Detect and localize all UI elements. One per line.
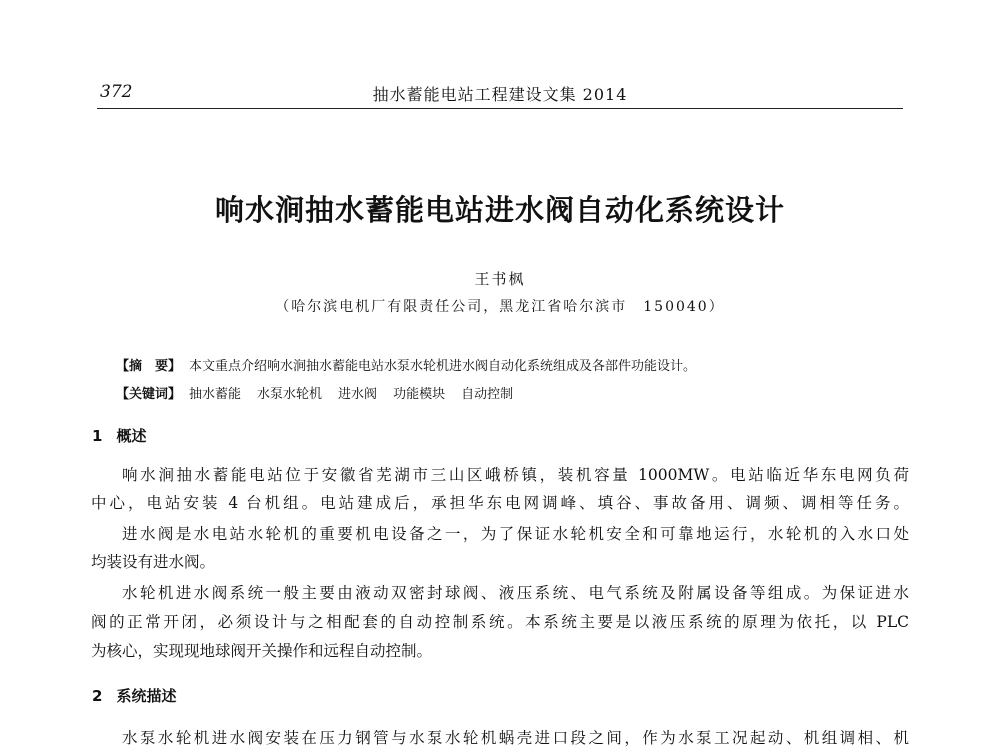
section-number: 1: [92, 427, 103, 445]
section-heading-2: [92, 685, 176, 706]
affiliation: （哈尔滨电机厂有限责任公司，黑龙江省哈尔滨市 150040）: [275, 299, 725, 315]
body-line: 进水阀是水电站水轮机的重要机电设备之一，为了保证水轮机安全和可靠地运行，水轮机的入水口处: [122, 525, 909, 543]
keyword: 水泵水轮机: [257, 387, 323, 402]
abstract-text: 本文重点介绍响水涧抽水蓄能电站水泵水轮机进水阀自动化系统组成及各部件功能设计。: [189, 359, 697, 374]
body-line: 中心，电站安装 4 台机组。电站建成后，承担华东电网调峰、填谷、事故备用、调频、调相等任务。: [91, 494, 909, 512]
header-rule: [97, 108, 903, 109]
keyword: 自动控制: [461, 387, 514, 402]
section-title: 系统描述: [116, 687, 177, 705]
section-title: 概述: [116, 427, 147, 445]
keyword: 抽水蓄能: [189, 387, 242, 402]
body-line: 阀的正常开闭，必须设计与之相配套的自动控制系统。本系统主要是以液压系统的原理为依托，以 PLC: [91, 613, 909, 631]
author: 王书枫: [474, 270, 526, 288]
page-number: 372: [100, 82, 133, 102]
body-line: 为核心，实现现地球阀开关操作和远程自动控制。: [91, 642, 433, 660]
abstract-label: 【摘 要】: [116, 359, 182, 374]
body-line: 水轮机进水阀系统一般主要由液动双密封球阀、液压系统、电气系统及附属设备等组成。为保证进水: [122, 584, 909, 602]
body-line: 响水涧抽水蓄能电站位于安徽省芜湖市三山区峨桥镇，装机容量 1000MW。电站临近华东电网负荷: [122, 466, 909, 484]
body-line: 均装设有进水阀。: [91, 553, 216, 571]
keyword: 功能模块: [393, 387, 446, 402]
body-line: 水泵水轮机进水阀安装在压力钢管与水泵水轮机蜗壳进口段之间，作为水泵工况起动、机组调相、机: [122, 729, 909, 747]
running-title: 抽水蓄能电站工程建设文集 2014: [372, 85, 628, 104]
section-number: 2: [92, 687, 103, 705]
keyword: 进水阀: [338, 387, 378, 402]
paper-title: 响水涧抽水蓄能电站进水阀自动化系统设计: [214, 193, 785, 227]
keywords: [116, 383, 529, 402]
abstract: [116, 355, 696, 374]
section-heading-1: [92, 425, 146, 446]
keywords-label: 【关键词】: [116, 387, 182, 402]
